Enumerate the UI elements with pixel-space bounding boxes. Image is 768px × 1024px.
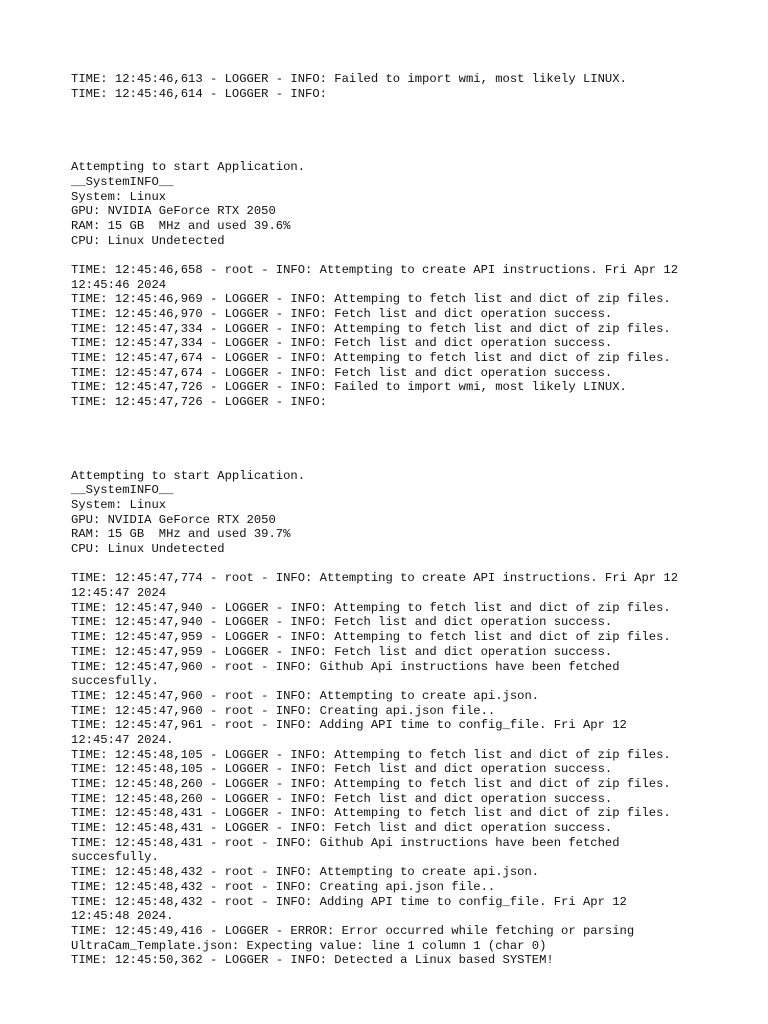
log-line: TIME: 12:45:47,334 - LOGGER - INFO: Fetch list and dict operation success. (71, 336, 613, 351)
log-line: TIME: 12:45:47,960 - root - INFO: Github Api instructions have been fetched (71, 659, 620, 674)
log-line: TIME: 12:45:47,726 - LOGGER - INFO: Failed to import wmi, most likely LINUX. (71, 380, 627, 395)
log-line: TIME: 12:45:47,726 - LOGGER - INFO: (71, 395, 327, 410)
log-line: succesfully. (71, 850, 159, 865)
log-line: TIME: 12:45:48,432 - root - INFO: Attempting to create api.json. (71, 865, 540, 880)
log-line: TIME: 12:45:47,960 - root - INFO: Creating api.json file.. (71, 703, 496, 718)
log-line: TIME: 12:45:46,970 - LOGGER - INFO: Fetch list and dict operation success. (71, 307, 613, 321)
log-line: TIME: 12:45:47,959 - LOGGER - INFO: Attemping to fetch list and dict of zip files. (71, 630, 671, 645)
blank-line (71, 116, 731, 131)
log-line: CPU: Linux Undetected (71, 542, 225, 556)
blank-line (71, 248, 731, 263)
log-line: TIME: 12:45:47,960 - root - INFO: Attempting to create api.json. (71, 688, 540, 703)
log-line: System: Linux (71, 189, 167, 204)
blank-line (71, 410, 731, 425)
log-line: TIME: 12:45:47,940 - LOGGER - INFO: Attemping to fetch list and dict of zip files. (71, 600, 671, 615)
log-line: TIME: 12:45:47,959 - LOGGER - INFO: Fetch list and dict operation success. (71, 644, 613, 659)
log-line: 12:45:46 2024 (71, 277, 167, 292)
log-line: Attempting to start Application. (71, 468, 306, 483)
log-line: 12:45:47 2024. (71, 732, 174, 747)
log-line: TIME: 12:45:48,431 - LOGGER - INFO: Attemping to fetch list and dict of zip files. (71, 806, 671, 821)
log-line: GPU: NVIDIA GeForce RTX 2050 (71, 512, 276, 527)
log-line: TIME: 12:45:47,674 - LOGGER - INFO: Attemping to fetch list and dict of zip files. (71, 351, 671, 366)
log-line: 12:45:47 2024 (71, 586, 167, 601)
blank-line (71, 145, 731, 160)
log-line: TIME: 12:45:48,105 - LOGGER - INFO: Fetch list and dict operation success. (71, 762, 613, 777)
log-line: succesfully. (71, 674, 159, 689)
log-line: TIME: 12:45:48,260 - LOGGER - INFO: Fetch list and dict operation success. (71, 791, 613, 806)
log-line: GPU: NVIDIA GeForce RTX 2050 (71, 204, 276, 219)
log-text-block (71, 72, 731, 968)
log-line: CPU: Linux Undetected (71, 233, 225, 248)
log-line: TIME: 12:45:49,416 - LOGGER - ERROR: Error occurred while fetching or parsing (71, 923, 635, 938)
log-line: TIME: 12:45:47,961 - root - INFO: Adding API time to config_file. Fri Apr 12 (71, 718, 627, 733)
log-line: TIME: 12:45:48,432 - root - INFO: Adding API time to config_file. Fri Apr 12 (71, 894, 627, 909)
blank-line (71, 101, 731, 116)
log-line: TIME: 12:45:50,362 - LOGGER - INFO: Detected a Linux based SYSTEM! (71, 953, 554, 968)
log-line: __SystemINFO__ (71, 174, 174, 189)
blank-line (71, 557, 731, 572)
log-line: Attempting to start Application. (71, 160, 306, 175)
log-line: TIME: 12:45:48,432 - root - INFO: Creating api.json file.. (71, 879, 496, 894)
log-line: RAM: 15 GB MHz and used 39.7% (71, 527, 291, 542)
log-line: 12:45:48 2024. (71, 909, 174, 924)
log-line: TIME: 12:45:47,940 - LOGGER - INFO: Fetch list and dict operation success. (71, 615, 613, 630)
log-line: TIME: 12:45:46,658 - root - INFO: Attempting to create API instructions. Fri Apr 12 (71, 262, 679, 277)
log-line: __SystemINFO__ (71, 483, 174, 498)
blank-line (71, 425, 731, 440)
blank-line (71, 454, 731, 469)
blank-line (71, 439, 731, 454)
log-line: TIME: 12:45:47,774 - root - INFO: Attempting to create API instructions. Fri Apr 12 (71, 571, 679, 586)
log-line: TIME: 12:45:48,260 - LOGGER - INFO: Attemping to fetch list and dict of zip files. (71, 777, 671, 791)
log-line: TIME: 12:45:47,334 - LOGGER - INFO: Attemping to fetch list and dict of zip files. (71, 321, 671, 336)
blank-line (71, 131, 731, 146)
log-line: TIME: 12:45:46,614 - LOGGER - INFO: (71, 86, 327, 101)
log-line: UltraCam_Template.json: Expecting value: line 1 column 1 (char 0) (71, 938, 547, 953)
log-line: RAM: 15 GB MHz and used 39.6% (71, 218, 291, 233)
log-line: TIME: 12:45:48,105 - LOGGER - INFO: Attemping to fetch list and dict of zip files. (71, 747, 671, 762)
log-line: TIME: 12:45:46,613 - LOGGER - INFO: Failed to import wmi, most likely LINUX. (71, 72, 627, 86)
log-line: TIME: 12:45:48,431 - root - INFO: Github Api instructions have been fetched (71, 835, 620, 850)
log-line: TIME: 12:45:46,969 - LOGGER - INFO: Attemping to fetch list and dict of zip files. (71, 292, 671, 307)
log-line: System: Linux (71, 497, 167, 512)
log-line: TIME: 12:45:48,431 - LOGGER - INFO: Fetch list and dict operation success. (71, 821, 613, 836)
log-line: TIME: 12:45:47,674 - LOGGER - INFO: Fetch list and dict operation success. (71, 365, 613, 380)
